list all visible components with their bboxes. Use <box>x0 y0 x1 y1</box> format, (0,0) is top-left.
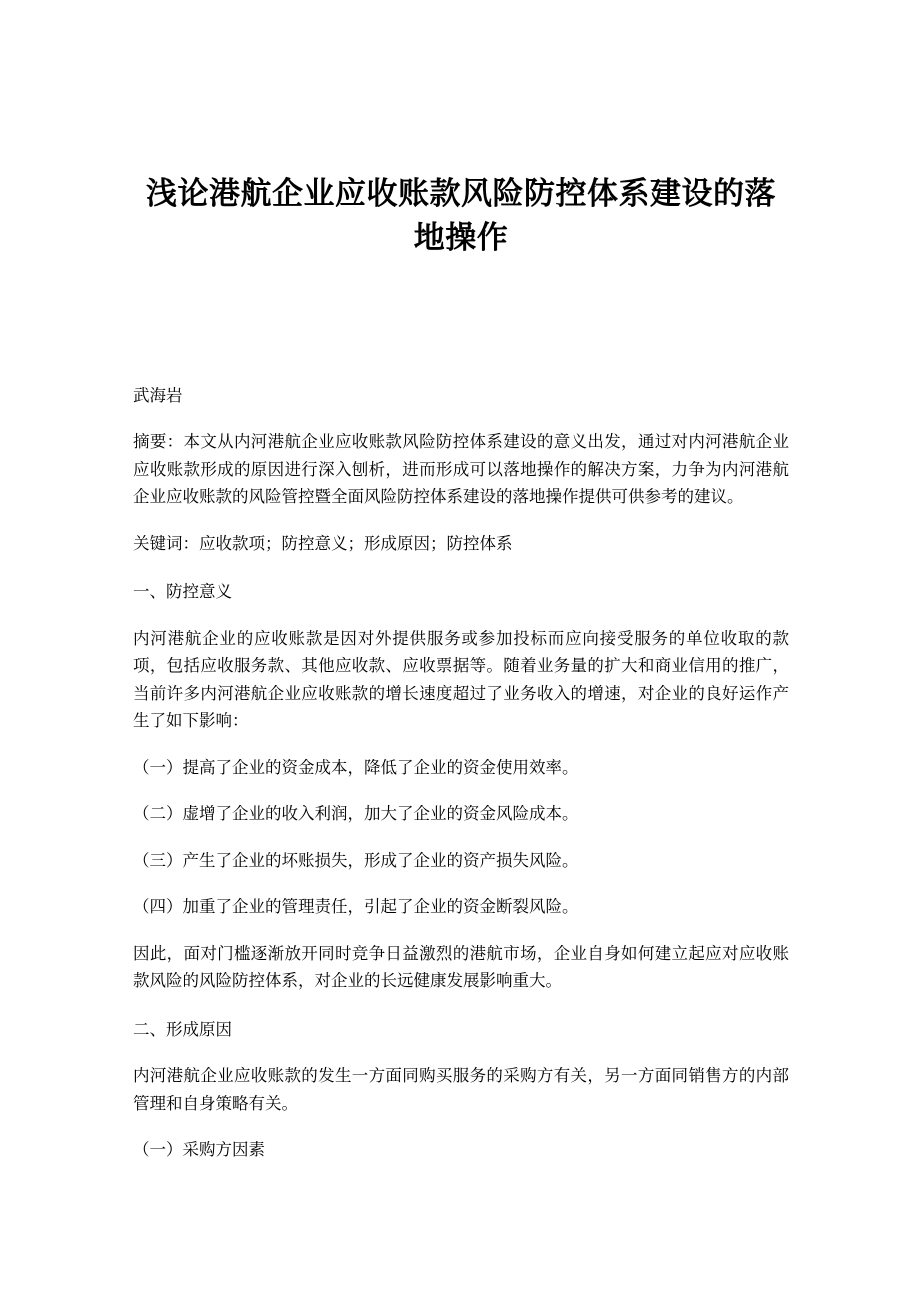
keywords-paragraph: 关键词：应收款项；防控意义；形成原因；防控体系 <box>133 533 513 553</box>
abstract-paragraph: 摘要：本文从内河港航企业应收账款风险防控体系建设的意义出发，通过对内河港航企业应收账款形成的原因进行深入刨析，进而形成可以落地操作的解决方案，力争为内河港航企业应收账款的风险管控暨全面风险防控体系建设的落地操作提供可供参考的建议。 <box>133 432 789 506</box>
list-item: （二）虚增了企业的收入利润，加大了企业的资金风险成本。 <box>133 804 579 823</box>
section-one-intro: 内河港航企业的应收账款是因对外提供服务或参加投标而应向接受服务的单位收取的款项，包括应收服务款、其他应收款、应收票据等。随着业务量的扩大和商业信用的推广，当前许多内河港航企业应收账款的增长速度超过了业务收入的增速，对企业的良好运作产生了如下影响： <box>133 628 789 730</box>
section-one-conclusion: 因此，面对门槛逐渐放开同时竞争日益激烈的港航市场，企业自身如何建立起应对应收账款风险的风险防控体系，对企业的长远健康发展影响重大。 <box>133 943 789 990</box>
document-content <box>133 0 789 1164</box>
section-heading-one: 一、防控意义 <box>133 582 232 601</box>
list-item: （一）采购方因素 <box>133 1140 265 1159</box>
page-title: 浅论港航企业应收账款风险防控体系建设的落地操作 <box>146 176 776 256</box>
section-two-intro: 内河港航企业应收账款的发生一方面同购买服务的采购方有关，另一方面同销售方的内部管理和自身策略有关。 <box>133 1066 789 1113</box>
author-name: 武海岩 <box>133 386 183 405</box>
section-heading-two: 二、形成原因 <box>133 1019 232 1039</box>
list-item: （三）产生了企业的坏账损失，形成了企业的资产损失风险。 <box>133 850 579 870</box>
list-item: （一）提高了企业的资金成本，降低了企业的资金使用效率。 <box>133 757 579 777</box>
list-item: （四）加重了企业的管理责任，引起了企业的资金断裂风险。 <box>133 897 579 916</box>
